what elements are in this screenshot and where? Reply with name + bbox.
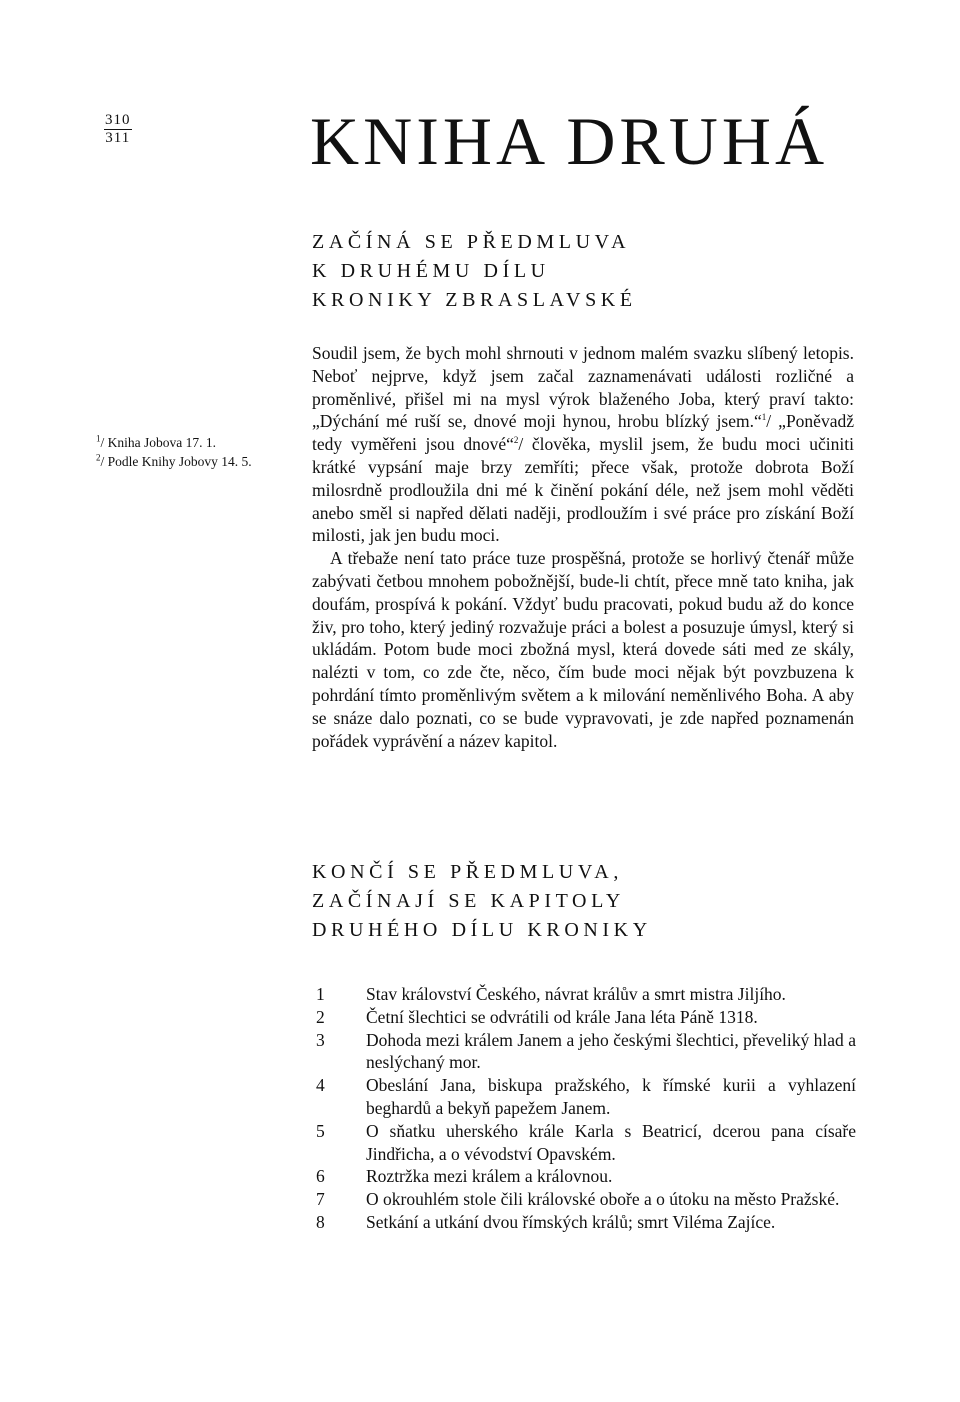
chapters-heading: [312, 858, 652, 945]
paragraph-text: Soudil jsem, že bych mohl shrnouti v jednom malém svazku slíbený letopis. Neboť nejprve, když jsem začal zaznamenávati události rozličné a proměnlivé, přišel mi na mysl výrok blaženého Joba, který praví takto: „Dýchání mé ruší se, dnové moji hynou, hrobu blízký jsem.“: [312, 343, 854, 432]
chapter-item: [312, 1120, 856, 1166]
chapter-number: 1: [316, 984, 325, 1004]
footnote: [96, 452, 252, 471]
chapter-number: 8: [316, 1211, 325, 1232]
chapter-item: [312, 1165, 856, 1188]
footnote: [96, 433, 252, 452]
chapter-number: 2: [316, 1006, 325, 1027]
chapter-item: [312, 1188, 856, 1211]
paragraph: A třebaže není tato práce tuze prospěšná, protože se horlivý čtenář může zabývati četbou mnohem pobožnější, bude-li chtít, přece mně tato kniha, jak doufám, prospívá k pokání. Vždyť budu pracovati, pokud budu až do konce živ, pro toho, který jediný rozvažuje práci a bolest a posuzuje úmysl, který si ukládám. Potom bude moci zbožná mysl, která dovede sáti med ze skály, nalézti v tom, co zde čte, něco, čím bude moci nějak být povzbuzena k pohrdání tímto proměnlivým světem a k milování neměnlivého Boha. A aby se snáze dalo poznati, co se bude vypravovati, je zde napřed poznamenán pořádek vyprávění a název kapitol.: [312, 548, 854, 751]
prologue-heading-line: KRONIKY ZBRASLAVSKÉ: [312, 289, 637, 311]
chapters-heading-line: DRUHÉHO DÍLU KRONIKY: [312, 919, 652, 941]
chapter-number: 6: [316, 1166, 325, 1187]
chapters-heading-line: ZAČÍNAJÍ SE KAPITOLY: [312, 890, 625, 912]
chapter-title: Stav království Českého, návrat králův a smrt mistra Jiljího.: [366, 984, 786, 1004]
chapter-title: O okrouhlém stole čili královské oboře a o útoku na město Pražské.: [366, 1189, 840, 1210]
chapter-title: Obeslání Jana, biskupa pražského, k římské kurii a vyhlazení beghardů a bekyň papežem Janem.: [366, 1075, 856, 1118]
chapter-item: [312, 1211, 856, 1234]
folio-numbers: [104, 112, 132, 147]
paragraph-text: / „Poněvadž tedy vyměřeni jsou dnové“: [312, 411, 854, 455]
footnotes: [96, 433, 252, 471]
prologue-heading-line: ZAČÍNÁ SE PŘEDMLUVA: [312, 231, 631, 253]
chapter-title: Roztržka mezi králem a královnou.: [366, 1166, 613, 1187]
chapter-number: 3: [316, 1029, 325, 1050]
footnote-ref: 1: [761, 412, 767, 423]
chapter-title: Setkání a utkání dvou římských králů; smrt Viléma Zajíce.: [366, 1211, 776, 1232]
chapters-heading-line: KONČÍ SE PŘEDMLUVA,: [312, 861, 623, 883]
paragraph-text: / člověka, myslil jsem, že budu moci učiniti krátké vypsání maje brzy zemříti; přece však, protože dobrota Boží milosrdně prodloužila dni mé k činění pokání déle, než jsem mohl věděti anebo směl si napřed dělati naději, prodloužím i své práce pro získání Boží milosti, jak jen budu moci.: [312, 434, 854, 546]
footnote-ref: 2: [513, 435, 519, 446]
chapter-item: [312, 1074, 856, 1120]
chapter-list: [312, 983, 856, 1234]
chapter-item: [312, 983, 856, 1006]
chapter-item: [312, 1006, 856, 1029]
footnote-text: / Kniha Jobova 17. 1.: [100, 435, 216, 450]
folio-bottom: 311: [105, 130, 131, 146]
chapter-number: 5: [316, 1120, 325, 1141]
footnote-mark: 2: [96, 452, 101, 463]
folio-top: 310: [105, 112, 131, 128]
prologue-body: [312, 342, 854, 752]
chapter-item: [312, 1029, 856, 1075]
footnote-mark: 1: [96, 433, 101, 444]
chapter-title: Dohoda mezi králem Janem a jeho českými šlechtici, převeliký hlad a neslýchaný mor.: [366, 1029, 856, 1073]
chapter-number: 7: [316, 1189, 325, 1210]
prologue-heading-line: K DRUHÉMU DÍLU: [312, 260, 550, 282]
paragraph: [312, 342, 854, 547]
prologue-heading: [312, 228, 637, 315]
chapter-title: Četní šlechtici se odvrátili od krále Jana léta Páně 1318.: [366, 1006, 758, 1027]
book-title: KNIHA DRUHÁ: [310, 103, 829, 179]
chapter-number: 4: [316, 1075, 325, 1096]
footnote-text: / Podle Knihy Jobovy 14. 5.: [100, 454, 252, 469]
chapter-title: O sňatku uherského krále Karla s Beatricí, dcerou pana císaře Jindřicha, a o vévodství Opavském.: [366, 1120, 856, 1164]
